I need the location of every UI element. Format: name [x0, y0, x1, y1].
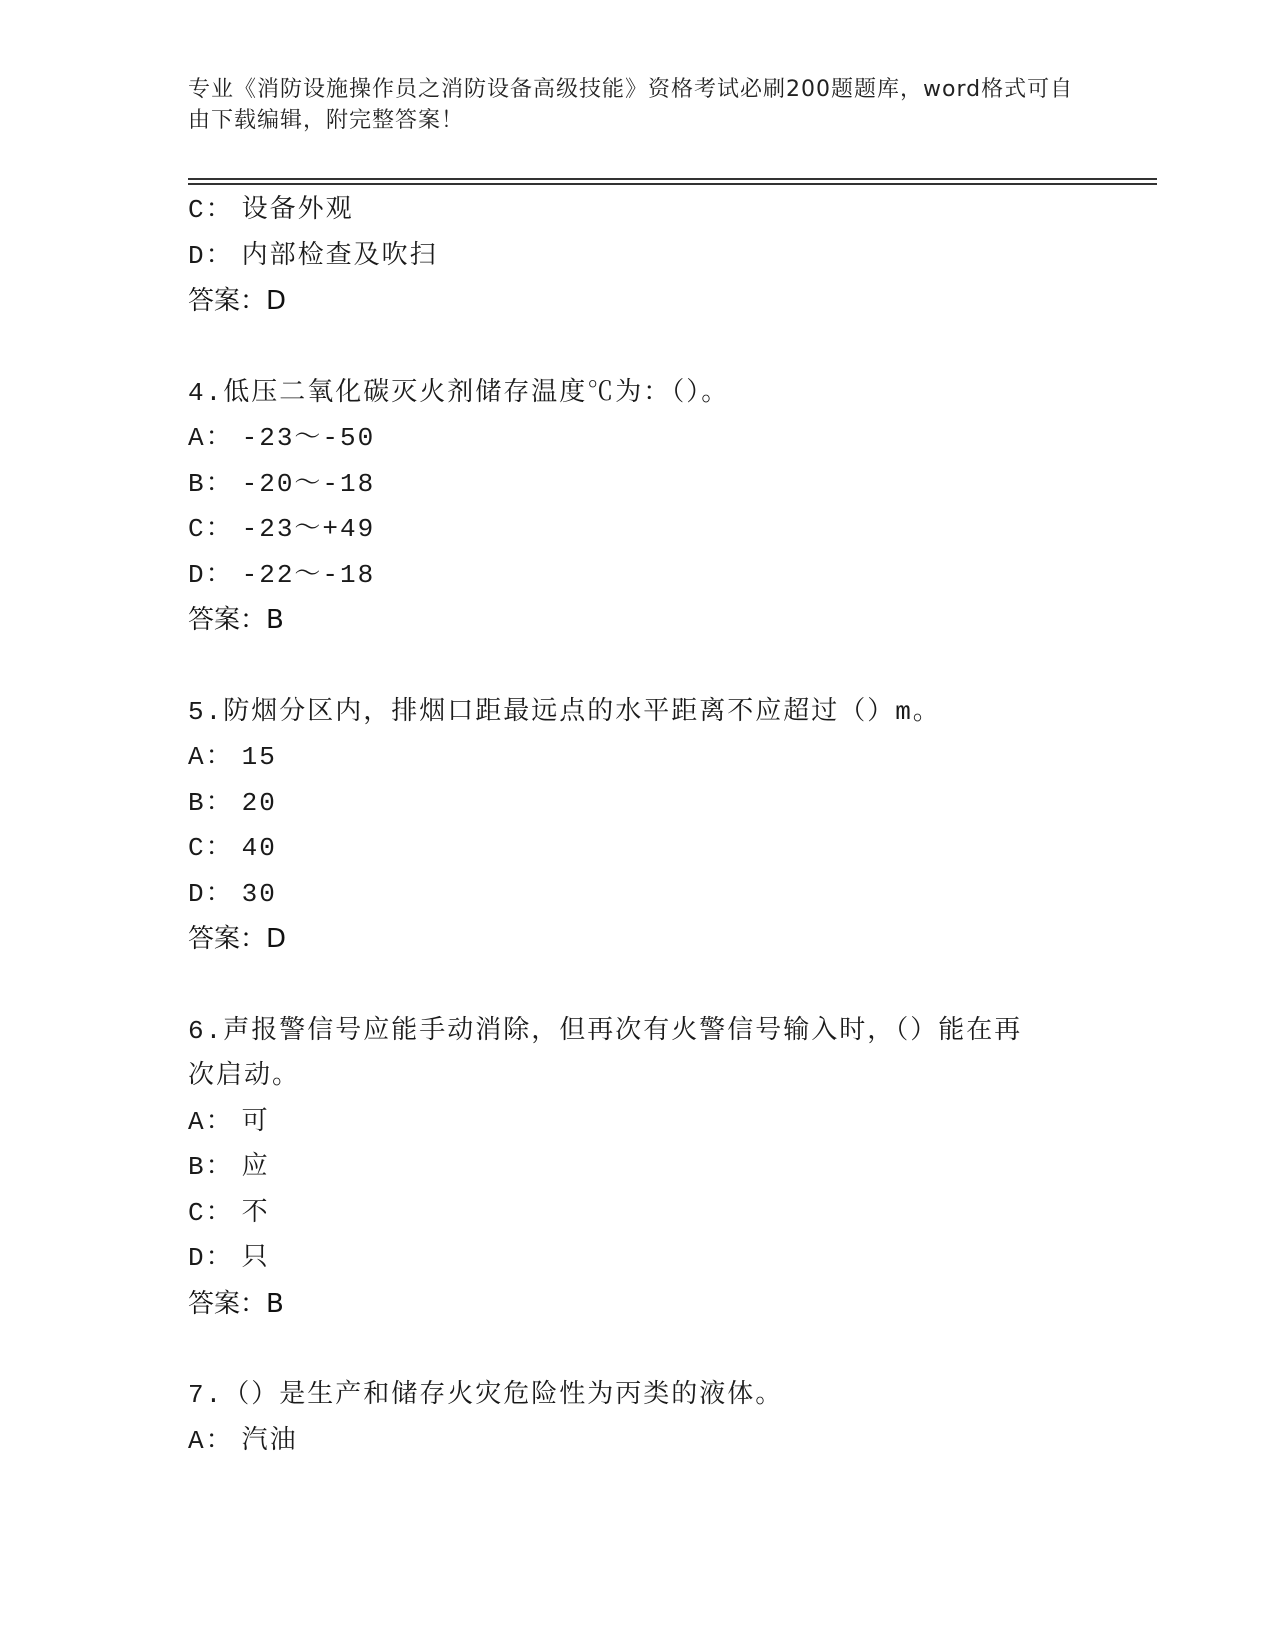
option-item [188, 1145, 1088, 1191]
header-divider-bottom [188, 183, 1157, 185]
question-block [188, 690, 1088, 963]
option-label: C： [188, 833, 234, 863]
option-text: -23～-50 [241, 423, 376, 453]
document-header: 专业《消防设施操作员之消防设备高级技能》资格考试必刷200题题库，word格式可自由下载编辑，附完整答案！ [188, 77, 1074, 133]
answer-line: 答案：D [188, 924, 287, 954]
option-item [188, 1100, 1088, 1146]
option-text: 内部检查及吹扫 [241, 240, 438, 271]
spacer [188, 325, 1088, 371]
option-item [188, 1236, 1088, 1282]
option-label: A： [188, 423, 234, 453]
option-item [188, 507, 1088, 553]
question-block [188, 1373, 1088, 1464]
option-label: C： [188, 514, 234, 544]
answer-line: 答案：B [188, 605, 284, 635]
option-text: 40 [241, 833, 277, 863]
question-text: 6.声报警信号应能手动消除，但再次有火警信号输入时，（）能在再次启动。 [188, 1015, 1023, 1091]
option-item [188, 1191, 1088, 1237]
option-label: D： [188, 878, 234, 909]
option-label: C： [188, 195, 234, 225]
option-label: D： [188, 559, 234, 590]
option-item [188, 416, 1088, 462]
spacer [188, 963, 1088, 1009]
option-label: A： [188, 1106, 234, 1137]
header-divider-top [188, 178, 1157, 180]
option-text: 20 [241, 787, 277, 818]
option-text: -22～-18 [241, 559, 376, 590]
spacer [188, 1327, 1088, 1373]
option-item [188, 735, 1088, 781]
spacer [188, 644, 1088, 690]
question-block [188, 188, 1088, 325]
option-item [188, 1419, 1088, 1465]
option-text: 汽油 [241, 1425, 298, 1456]
option-text: -23～+49 [241, 514, 376, 544]
option-item [188, 188, 1088, 234]
answer-line: 答案：D [188, 286, 287, 316]
option-item [188, 781, 1088, 827]
answer-line: 答案：B [188, 1288, 284, 1319]
option-text: 可 [241, 1106, 270, 1137]
question-block [188, 1009, 1088, 1328]
option-item [188, 462, 1088, 508]
option-label: C： [188, 1197, 234, 1228]
option-label: B： [188, 468, 234, 499]
question-list [188, 188, 1088, 1464]
question-block [188, 371, 1088, 644]
option-label: D： [188, 240, 234, 271]
option-label: B： [188, 1152, 234, 1182]
question-text: 7.（）是生产和储存火灾危险性为丙类的液体。 [188, 1380, 784, 1410]
option-text: 只 [241, 1243, 270, 1273]
option-label: A： [188, 742, 234, 772]
option-label: D： [188, 1243, 234, 1273]
option-text: 不 [241, 1197, 270, 1228]
option-text: 应 [241, 1152, 270, 1182]
question-text: 5.防烟分区内，排烟口距最远点的水平距离不应超过（）m。 [188, 696, 941, 727]
option-label: A： [188, 1425, 234, 1456]
option-text: 设备外观 [241, 195, 354, 225]
option-text: 15 [241, 742, 277, 772]
question-text: 4.低压二氧化碳灭火剂储存温度℃为：（）。 [188, 377, 730, 408]
option-text: -20～-18 [241, 468, 376, 499]
option-item [188, 826, 1088, 872]
option-text: 30 [241, 878, 277, 909]
option-item [188, 872, 1088, 918]
option-label: B： [188, 787, 234, 818]
option-item [188, 553, 1088, 599]
option-item [188, 234, 1088, 280]
